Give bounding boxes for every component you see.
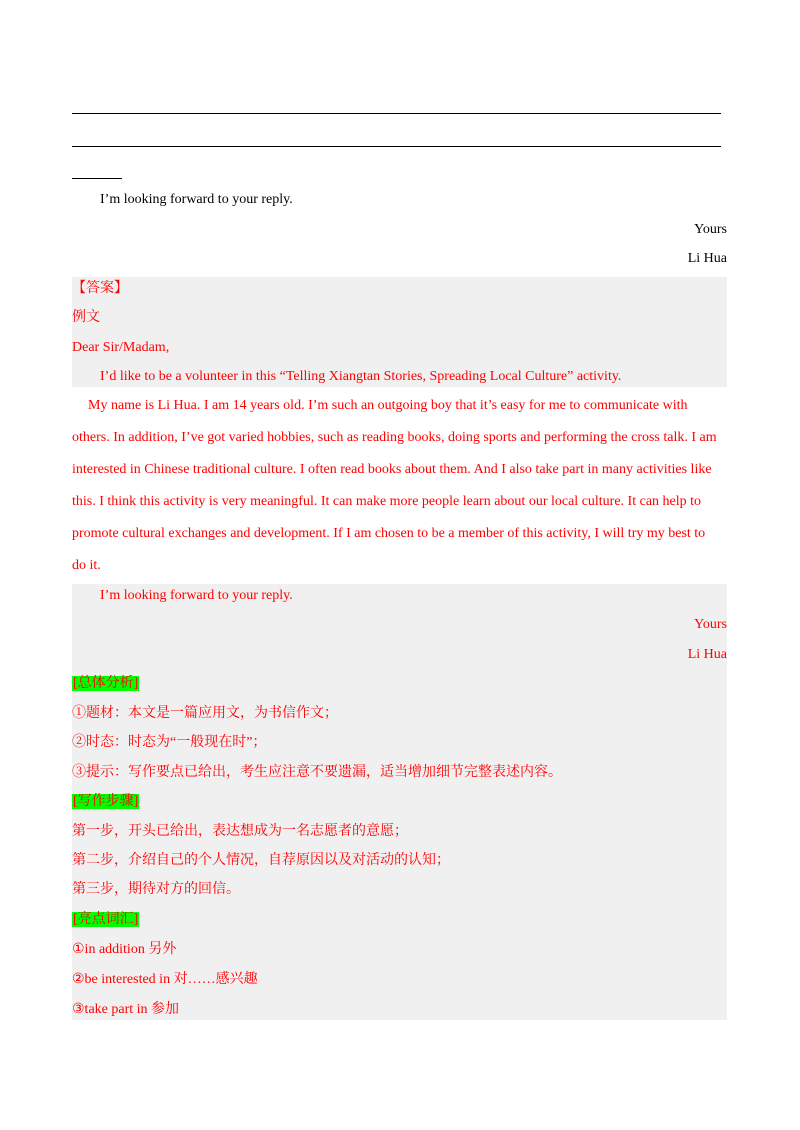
body-line: promote cultural exchanges and development. If I am chosen to be a member of this activity, I will try my best to <box>72 526 706 541</box>
step-item: 第三步，期待对方的回信。 <box>72 882 240 897</box>
step-item: 第一步，开头已给出，表达想成为一名志愿者的意愿； <box>72 824 408 839</box>
analysis-item: ②时态：时态为“一般现在时”； <box>72 735 267 750</box>
vocab-item: ②be interested in 对……感兴趣 <box>72 972 258 987</box>
answer-signature: Li Hua <box>687 647 727 662</box>
letter-opening: I’d like to be a volunteer in this “Telling Xiangtan Stories, Spreading Local Culture” activity. <box>100 369 622 384</box>
step-item: 第二步，介绍自己的个人情况，自荐原因以及对活动的认知； <box>72 853 450 868</box>
body-line: others. In addition, I’ve got varied hobbies, such as reading books, doing sports and performing the cross talk. I am <box>72 430 717 445</box>
answer-closing: I’m looking forward to your reply. <box>100 588 293 603</box>
analysis-item: ③提示：写作要点已给出，考生应注意不要遗漏，适当增加细节完整表述内容。 <box>72 765 562 780</box>
steps-heading <box>72 793 139 811</box>
sample-label: 例文 <box>72 310 100 325</box>
answer-sign-off: Yours <box>694 617 727 632</box>
body-line: do it. <box>72 558 101 573</box>
body-line: interested in Chinese traditional culture. I often read books about them. And I also take part in many activities like <box>72 462 712 477</box>
question-signature: Li Hua <box>687 251 727 266</box>
question-closing: I’m looking forward to your reply. <box>100 192 293 207</box>
body-line: this. I think this activity is very meaningful. It can make more people learn about our local culture. It can help to <box>72 494 702 509</box>
writing-line <box>72 113 721 114</box>
analysis-item: ①题材：本文是一篇应用文，为书信作文； <box>72 706 338 721</box>
vocab-item: ①in addition 另外 <box>72 942 177 957</box>
steps-heading-tag: [写作步骤] <box>73 794 139 809</box>
vocab-heading <box>72 911 139 929</box>
writing-line-short <box>72 178 122 179</box>
writing-line <box>72 146 721 147</box>
answer-heading: 【答案】 <box>72 281 128 296</box>
analysis-heading-tag: [总体分析] <box>73 676 139 691</box>
vocab-heading-tag: [亮点词汇] <box>73 912 139 927</box>
body-line: My name is Li Hua. I am 14 years old. I’m such an outgoing boy that it’s easy for me to communicate with <box>88 398 688 413</box>
question-sign-off: Yours <box>694 222 727 237</box>
vocab-item: ③take part in 参加 <box>72 1002 180 1017</box>
letter-greeting: Dear Sir/Madam, <box>72 340 170 355</box>
analysis-heading <box>72 675 139 693</box>
